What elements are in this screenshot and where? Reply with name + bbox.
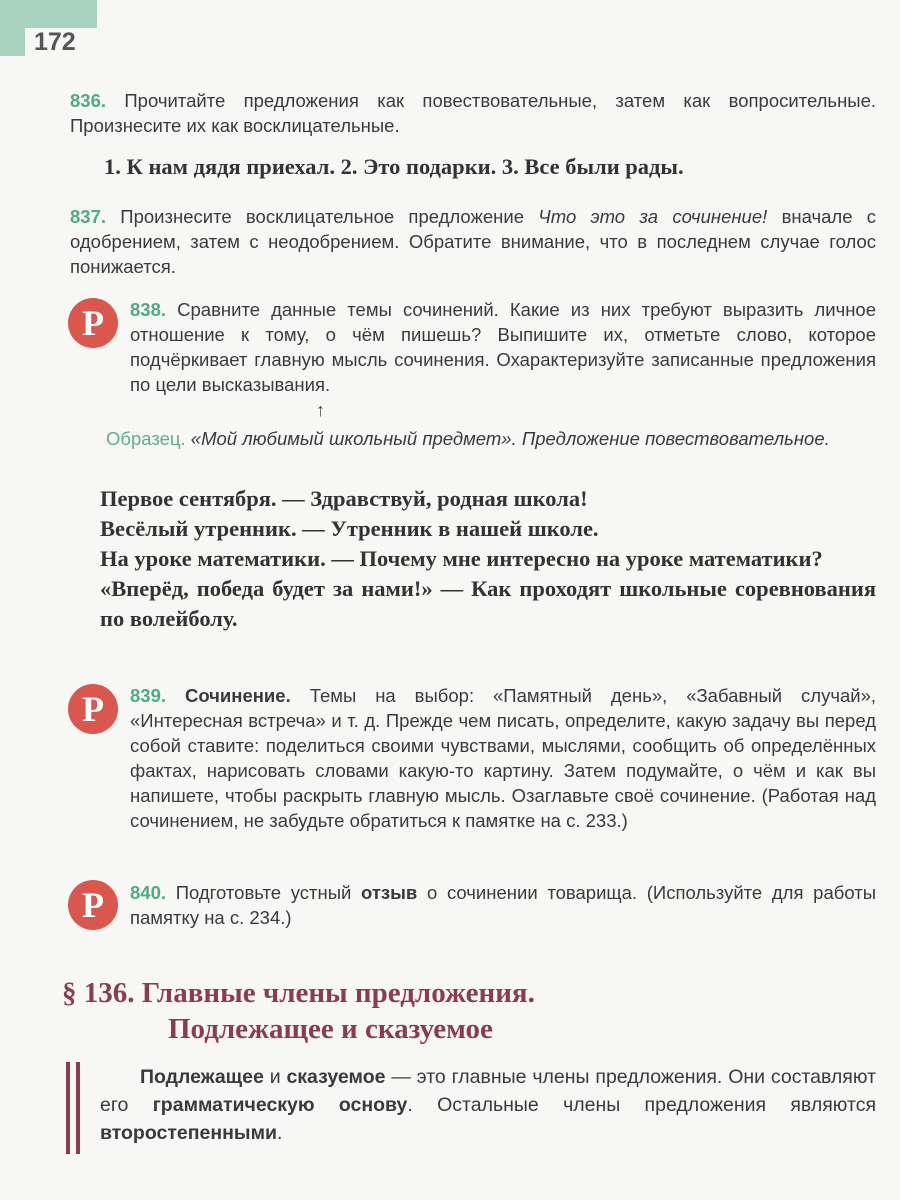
creative-task-badge: Р xyxy=(68,684,118,734)
rule-bold: сказуемое xyxy=(286,1066,386,1088)
topic-item: Первое сентября. — Здравствуй, родная школа! xyxy=(100,486,588,511)
exercise-838-topics xyxy=(100,484,876,634)
topic-item: «Вперёд, победа будет за нами!» — Как проходят школьные соревнования по волейболу. xyxy=(100,576,876,631)
exercise-number: 836. xyxy=(70,90,107,111)
exercise-number: 837. xyxy=(70,206,107,227)
topic-item: На уроке математики. — Почему мне интересно на уроке математики? xyxy=(100,546,823,571)
sample-text: «Мой любимый школьный предмет». Предложение повествовательное. xyxy=(190,428,830,449)
exercise-number: 840. xyxy=(130,882,167,903)
page-number: 172 xyxy=(34,28,76,56)
exercise-text: Прочитайте предложения как повествовательные, затем как вопросительные. Произнесите их как восклицательные. xyxy=(70,90,877,136)
exercise-839 xyxy=(130,683,876,833)
rule-bold: второстепенными xyxy=(100,1122,277,1144)
creative-task-badge: Р xyxy=(68,298,118,348)
arrow-up-icon: ↑ xyxy=(316,400,325,420)
exercise-838 xyxy=(130,297,876,397)
rule-text-part: . xyxy=(277,1122,283,1144)
section-title-line1: § 136. Главные члены предложения. xyxy=(62,977,535,1009)
exercise-text: Темы на выбор: «Памятный день», «Забавный случай», «Интересная встреча» и т. д. Прежде чем писать, определите, какую задачу вы перед собой ставите: поделиться своими чувствами, мыслями, сообщить об определённых фактах, нарисовать словами какую-то картину. Затем подумайте, о чём и как вы напишете, чтобы раскрыть главную мысль. Озаглавьте своё сочинение. (Работая над сочинением, не забудьте обратиться к памятке на с. 233.) xyxy=(130,685,877,831)
rule-text-part: и xyxy=(263,1066,287,1088)
exercise-836 xyxy=(70,88,876,138)
exercise-italic: Что это за сочинение! xyxy=(538,206,768,227)
exercise-838-sample xyxy=(106,426,876,451)
exercise-837 xyxy=(70,204,876,279)
creative-task-badge: Р xyxy=(68,880,118,930)
sample-label: Образец. xyxy=(106,428,186,449)
exercise-number: 838. xyxy=(130,299,167,320)
rule-text-part: — это главные члены предложения. Они составляют его xyxy=(100,1066,876,1116)
section-title-line2: Подлежащее и сказуемое xyxy=(168,1013,493,1045)
exercise-text: Подготовьте устный xyxy=(175,882,352,903)
exercise-text: о сочинении товарища. (Используйте для работы памятку на с. 234.) xyxy=(130,882,876,928)
exercise-text: Произнесите восклицательное предложение xyxy=(120,206,524,227)
exercise-836-sentences: 1. К нам дядя приехал. 2. Это подарки. 3. Все были рады. xyxy=(104,154,684,179)
rule-bold: грамматическую основу xyxy=(152,1094,408,1116)
page-tab-decoration xyxy=(0,28,25,56)
exercise-text: вначале с одобрением, затем с неодобрением. Обратите внимание, что в последнем случае голос понижается. xyxy=(70,206,877,277)
exercise-number: 839. xyxy=(130,685,167,706)
rule-bold: Подлежащее xyxy=(140,1066,264,1088)
exercise-840 xyxy=(130,880,876,930)
exercise-bold: отзыв xyxy=(361,882,418,903)
topic-item: Весёлый утренник. — Утренник в нашей школе. xyxy=(100,516,599,541)
rule-bar-decoration xyxy=(66,1062,80,1154)
rule-text-part: . Остальные члены предложения являются xyxy=(407,1094,877,1116)
exercise-bold: Сочинение. xyxy=(184,685,291,706)
rule-text xyxy=(100,1063,876,1147)
page-tab-decoration xyxy=(0,0,97,28)
exercise-text: Сравните данные темы сочинений. Какие из них требуют выразить личное отношение к тому, о чём пишешь? Выпишите их, отметьте слово, которое подчёркивает главную мысль сочинения. Охарактеризуйте записанные предложения по цели высказывания. xyxy=(130,299,876,395)
